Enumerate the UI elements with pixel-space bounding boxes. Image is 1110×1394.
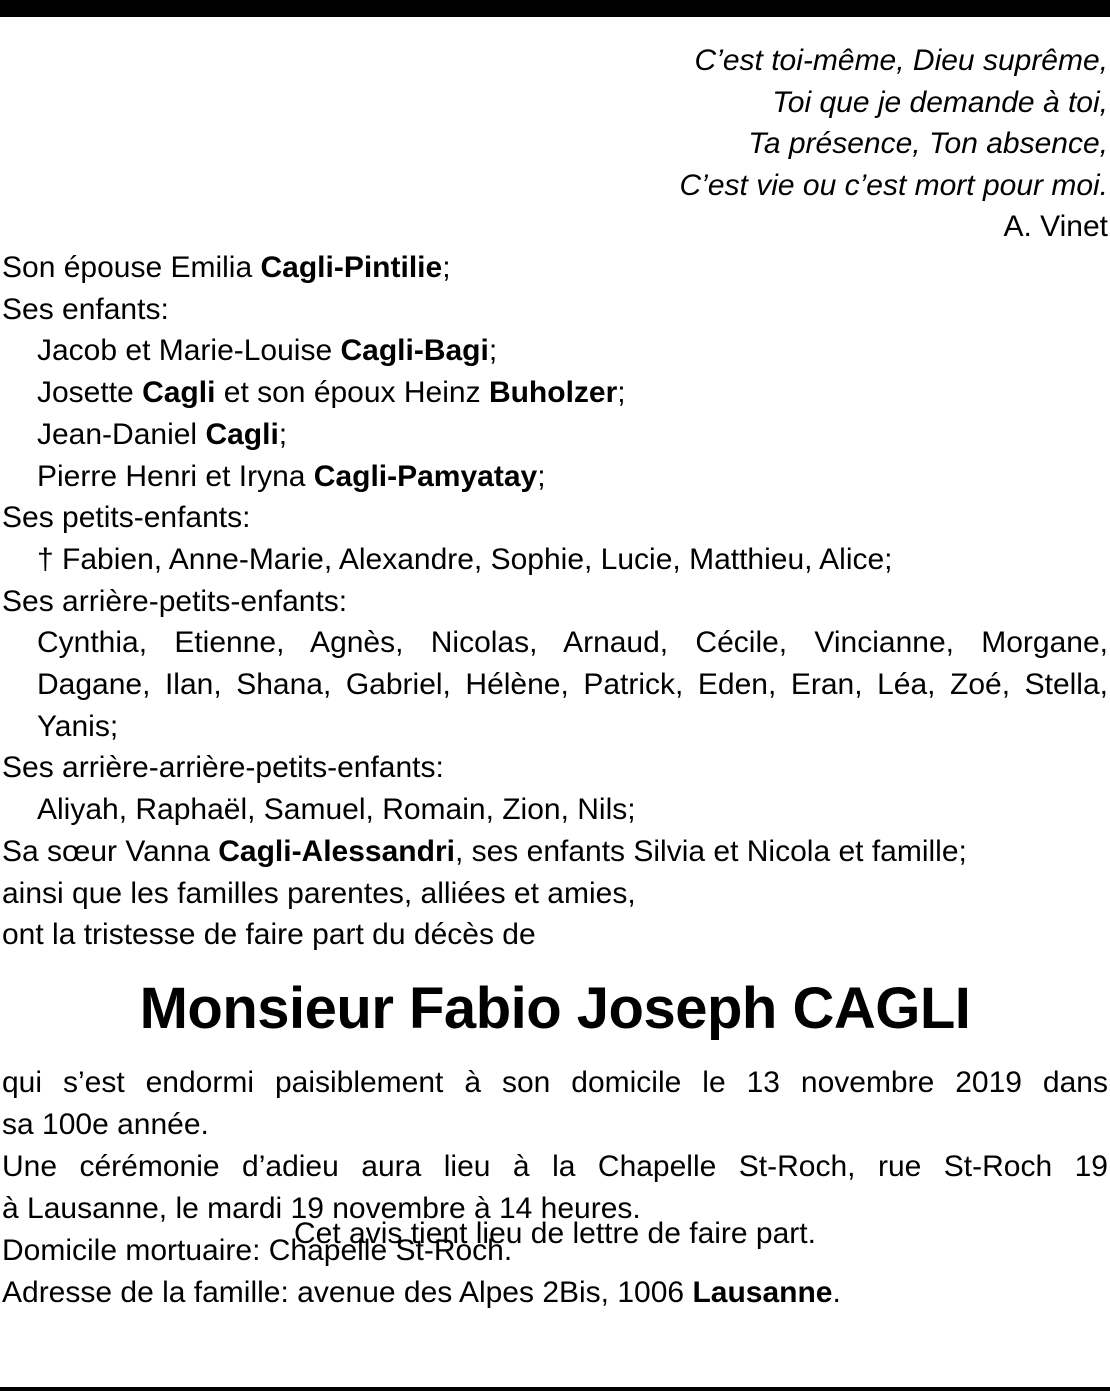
spouse-prefix: Son épouse Emilia [2,251,261,284]
death-line: qui s’est endormi paisiblement à son domicile le 13 novembre 2019 dans [2,1066,1108,1099]
child-names: Pierre Henri et Iryna [37,459,314,493]
child-suffix: ; [617,376,626,410]
child-suffix: ; [278,417,288,451]
poem-line: C’est toi-même, Dieu suprême, [694,44,1108,77]
family-list [2,247,1108,956]
closing-line: ont la tristesse de faire part du décès de [2,918,536,952]
child-line [2,414,1108,456]
bottom-rule [0,1387,1110,1391]
sister-line [2,831,1108,873]
address-line [2,1272,1108,1314]
great-grandchildren-line: Dagane, Ilan, Shana, Gabriel, Hélène, Patrick, Eden, Eran, Léa, Zoé, Stella, [37,668,1108,702]
spouse-line [2,247,1108,289]
great-grandchildren-line: Yanis; [37,709,119,743]
spouse-surname: Cagli-Pintilie [260,251,443,284]
sister-prefix: Sa sœur Vanna [2,834,219,868]
great-great-grandchildren-label: Ses arrière-arrière-petits-enfants: [2,751,444,785]
child-suffix: ; [488,334,498,368]
deceased-name: Monsieur Fabio Joseph CAGLI [139,976,971,1041]
child-surname: Cagli-Bagi [340,334,489,368]
child-surname: Cagli [142,376,216,410]
child-names: Jean-Daniel [37,417,206,451]
ceremony-line: à Lausanne, le mardi 19 novembre à 14 heures. [2,1192,641,1225]
sister-surname: Cagli-Alessandri [218,834,455,868]
children-label: Ses enfants: [2,292,169,326]
great-great-grandchildren-list: Aliyah, Raphaël, Samuel, Romain, Zion, Nils; [37,793,636,827]
closing-line: ainsi que les familles parentes, alliées et amies, [2,876,636,910]
ceremony-line: Une cérémonie d’adieu aura lieu à la Chapelle St-Roch, rue St-Roch 19 [2,1150,1108,1183]
mortuary-line: Domicile mortuaire: Chapelle St-Roch. [2,1234,513,1267]
great-grandchildren-line: Cynthia, Etienne, Agnès, Nicolas, Arnaud, Cécile, Vincianne, Morgane, [37,626,1108,660]
child-surname: Cagli [205,417,279,451]
child-surname: Cagli-Pamyatay [313,459,538,493]
child-names: Josette [37,376,143,410]
child-text: et son époux Heinz [215,376,489,410]
child-line [2,372,1108,414]
top-rule [0,0,1110,17]
poem-author: A. Vinet [1003,210,1108,243]
address-city: Lausanne [692,1276,833,1309]
footer-note: Cet avis tient lieu de lettre de faire part. [294,1217,816,1250]
great-grandchildren-label: Ses arrière-petits-enfants: [2,584,348,618]
address-suffix: . [832,1276,841,1309]
spouse-surname: Buholzer [488,376,618,410]
spouse-suffix: ; [442,251,451,284]
ceremony-details [2,1062,1108,1314]
sister-suffix: , ses enfants Silvia et Nicola et famille; [454,834,967,868]
child-line [2,456,1108,498]
epigraph-poem [680,40,1108,248]
address-prefix: Adresse de la famille: avenue des Alpes 2Bis, 1006 [2,1276,693,1309]
death-line: sa 100e année. [2,1108,209,1141]
poem-line: C’est vie ou c’est mort pour moi. [679,168,1108,202]
child-names: Jacob et Marie-Louise [37,334,341,368]
grandchildren-label: Ses petits-enfants: [2,501,251,535]
grandchildren-list: † Fabien, Anne-Marie, Alexandre, Sophie, Lucie, Matthieu, Alice; [37,542,893,576]
child-line [2,330,1108,372]
poem-line: Toi que je demande à toi, [772,85,1108,119]
child-suffix: ; [537,459,546,493]
poem-line: Ta présence, Ton absence, [748,127,1108,160]
